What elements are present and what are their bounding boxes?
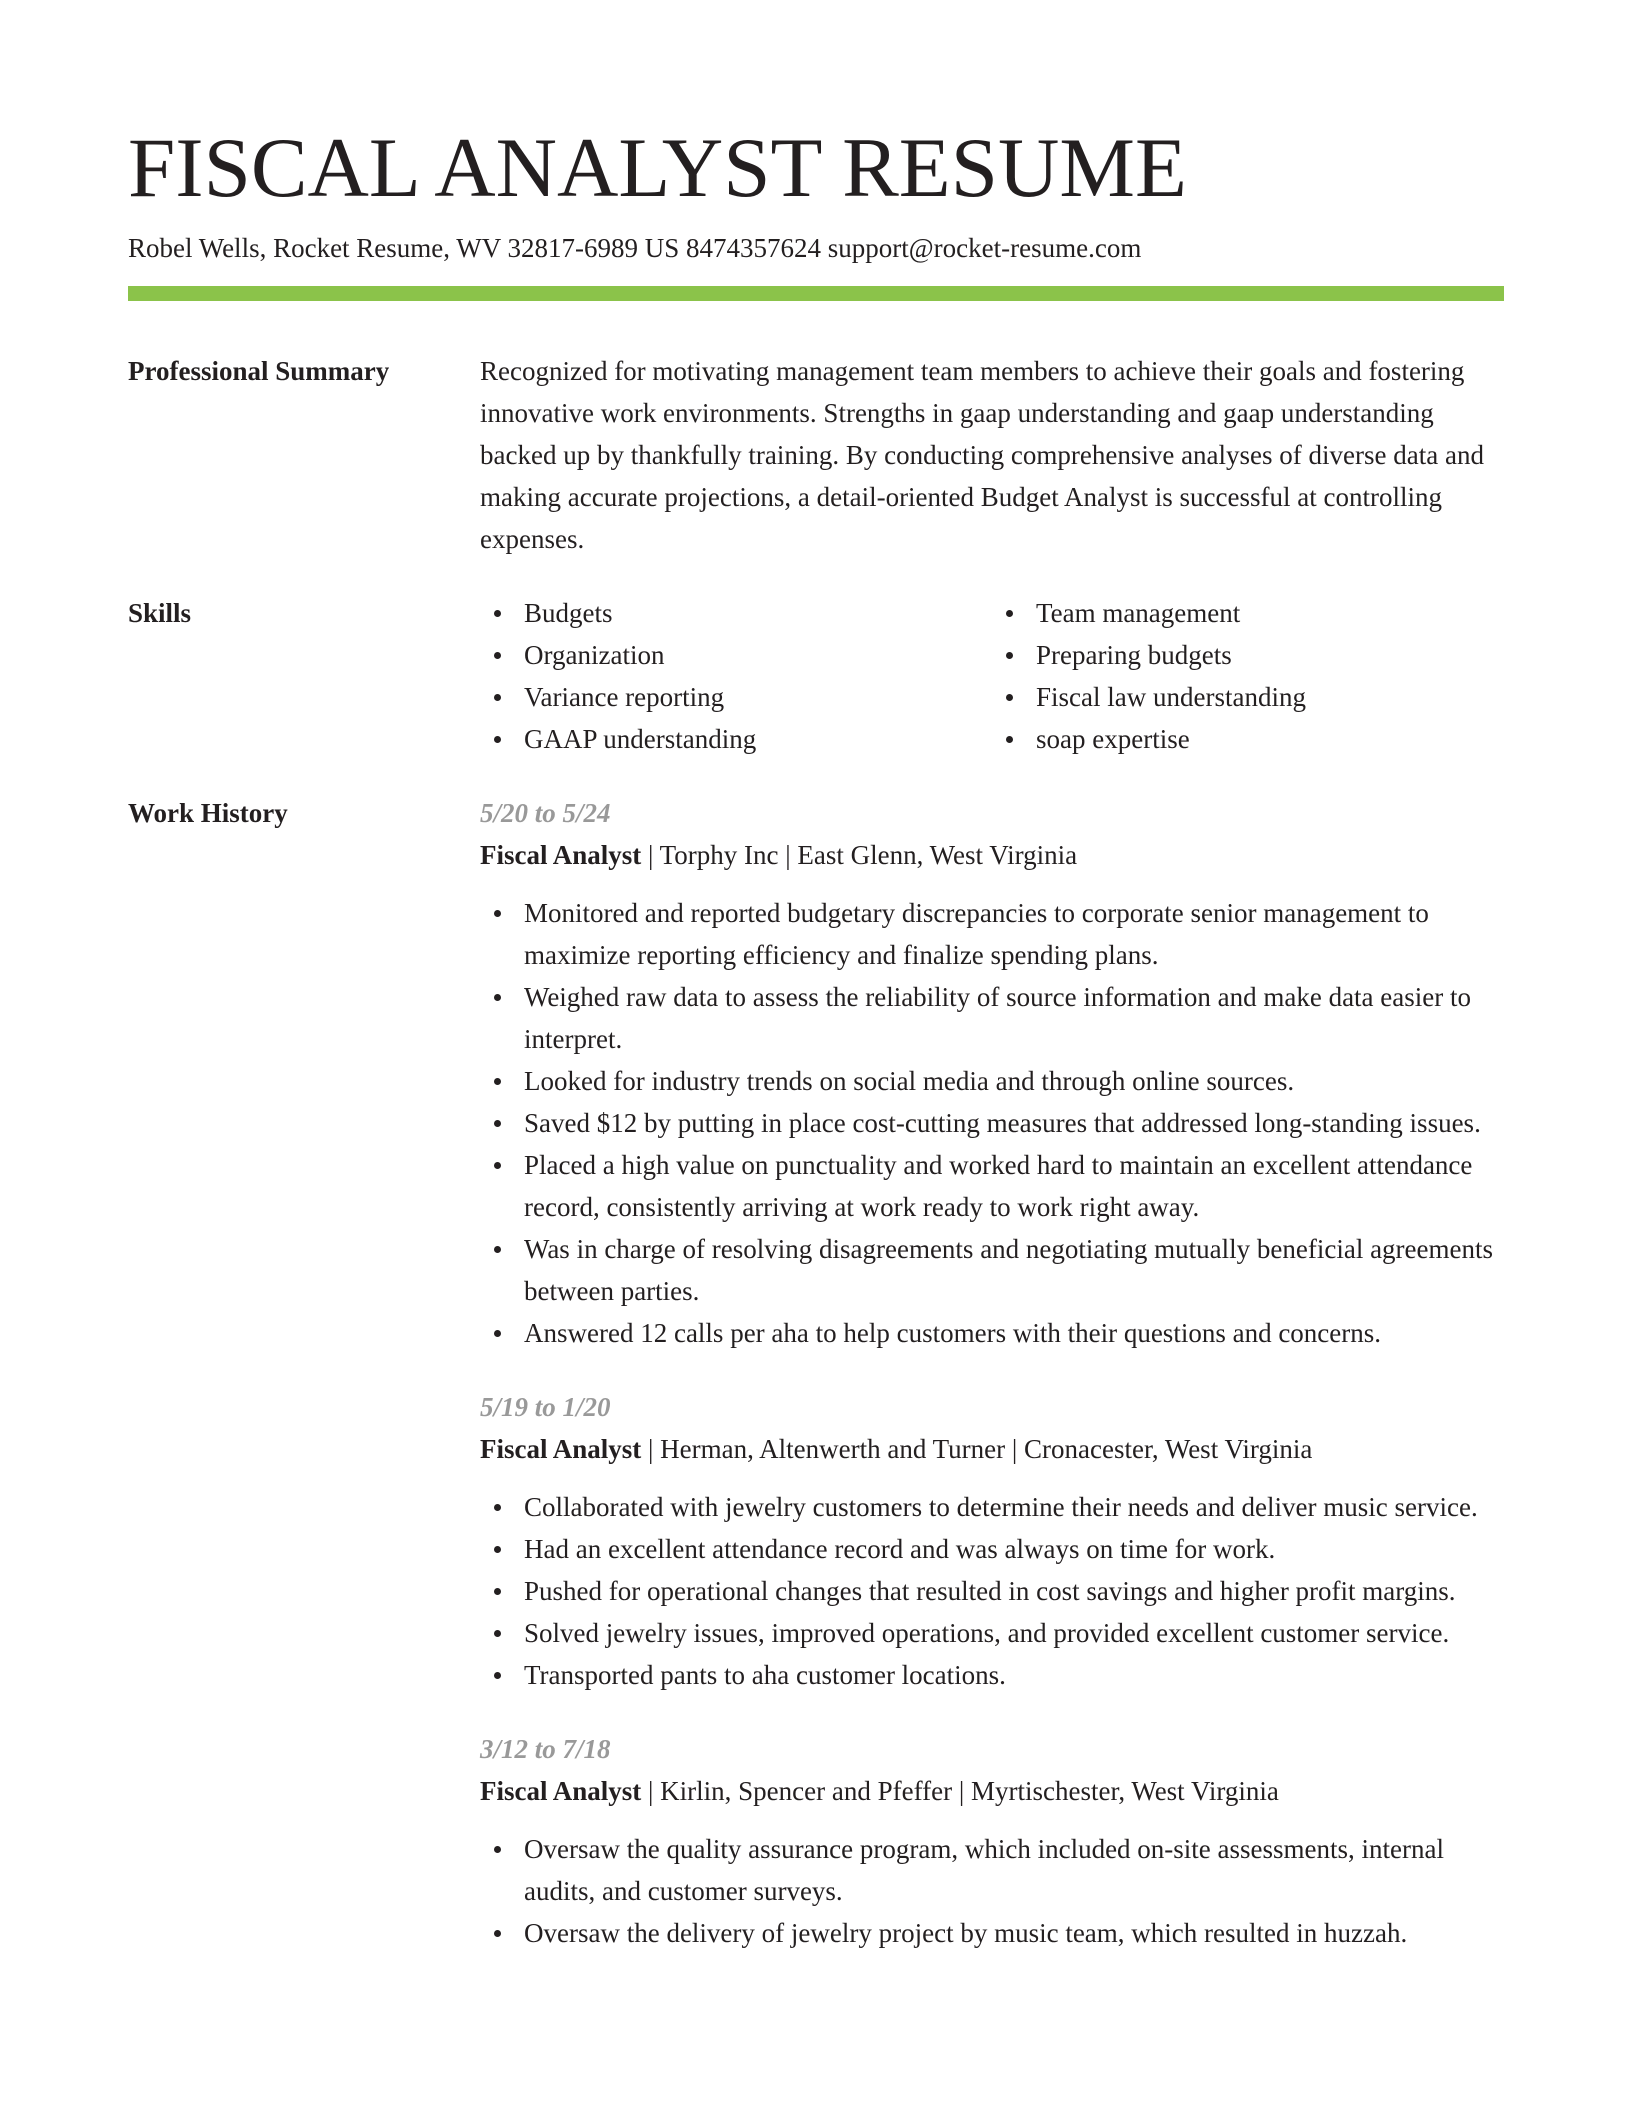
contact-line: Robel Wells, Rocket Resume, WV 32817-6989 US 8474357624 support@rocket-resume.com — [128, 233, 1142, 263]
skill-item: Variance reporting — [524, 676, 992, 718]
job-bullets — [480, 1828, 1504, 1954]
skills-body — [480, 592, 1504, 760]
skill-item: GAAP understanding — [524, 718, 992, 760]
job-bullet: Looked for industry trends on social media and through online sources. — [524, 1060, 1504, 1102]
work-history-body — [480, 792, 1504, 1986]
job-details: | Kirlin, Spencer and Pfeffer | Myrtischester, West Virginia — [641, 1776, 1279, 1806]
skill-item: Preparing budgets — [1036, 634, 1504, 676]
job-title: Fiscal Analyst — [480, 1434, 642, 1464]
job-title: Fiscal Analyst — [480, 1776, 642, 1806]
skill-item: Budgets — [524, 592, 992, 634]
job-bullet: Oversaw the delivery of jewelry project by music team, which resulted in huzzah. — [524, 1912, 1504, 1954]
job-bullet: Transported pants to aha customer locations. — [524, 1654, 1504, 1696]
job-bullet: Solved jewelry issues, improved operations, and provided excellent customer service. — [524, 1612, 1504, 1654]
job-dates: 3/12 to 7/18 — [480, 1734, 611, 1764]
job-entry — [480, 1728, 1504, 1954]
job-bullet: Answered 12 calls per aha to help customers with their questions and concerns. — [524, 1312, 1504, 1354]
skill-item: soap expertise — [1036, 718, 1504, 760]
skill-item: Fiscal law understanding — [1036, 676, 1504, 718]
job-heading — [480, 834, 1504, 876]
job-heading — [480, 1770, 1504, 1812]
job-bullets — [480, 892, 1504, 1354]
job-bullet: Saved $12 by putting in place cost-cutting measures that addressed long-standing issues. — [524, 1102, 1504, 1144]
job-entry — [480, 1386, 1504, 1696]
job-bullet: Pushed for operational changes that resulted in cost savings and higher profit margins. — [524, 1570, 1504, 1612]
job-details: | Torphy Inc | East Glenn, West Virginia — [641, 840, 1078, 870]
job-bullet: Placed a high value on punctuality and worked hard to maintain an excellent attendance record, consistently arriving at work ready to work right away. — [524, 1144, 1504, 1228]
job-title: Fiscal Analyst — [480, 840, 642, 870]
resume-title: FISCAL ANALYST RESUME — [128, 121, 1187, 215]
skills-columns — [480, 592, 1504, 760]
job-bullets — [480, 1486, 1504, 1696]
job-bullet: Collaborated with jewelry customers to determine their needs and deliver music service. — [524, 1486, 1504, 1528]
summary-text: Recognized for motivating management team members to achieve their goals and fostering innovative work environments. Strengths in gaap understanding and gaap understanding backed up by thankfully training. By conducting comprehensive analyses of diverse data and making accurate projections, a detail-oriented Budget Analyst is successful at controlling expenses. — [480, 356, 1484, 554]
accent-divider — [128, 286, 1504, 301]
summary-body — [480, 350, 1504, 560]
job-bullet: Oversaw the quality assurance program, which included on-site assessments, internal audits, and customer surveys. — [524, 1828, 1504, 1912]
job-bullet: Weighed raw data to assess the reliability of source information and make data easier to interpret. — [524, 976, 1504, 1060]
skill-item: Team management — [1036, 592, 1504, 634]
job-bullet: Monitored and reported budgetary discrepancies to corporate senior management to maximize reporting efficiency and finalize spending plans. — [524, 892, 1504, 976]
skill-item: Organization — [524, 634, 992, 676]
work-history-label: Work History — [128, 798, 288, 828]
job-heading — [480, 1428, 1504, 1470]
job-entry — [480, 792, 1504, 1354]
summary-label: Professional Summary — [128, 356, 390, 386]
job-dates: 5/20 to 5/24 — [480, 798, 611, 828]
job-details: | Herman, Altenwerth and Turner | Cronacester, West Virginia — [641, 1434, 1313, 1464]
job-bullet: Had an excellent attendance record and was always on time for work. — [524, 1528, 1504, 1570]
skills-column-1 — [480, 592, 992, 760]
job-dates: 5/19 to 1/20 — [480, 1392, 611, 1422]
skills-column-2 — [992, 592, 1504, 760]
skills-label: Skills — [128, 598, 192, 628]
job-bullet: Was in charge of resolving disagreements and negotiating mutually beneficial agreements between parties. — [524, 1228, 1504, 1312]
